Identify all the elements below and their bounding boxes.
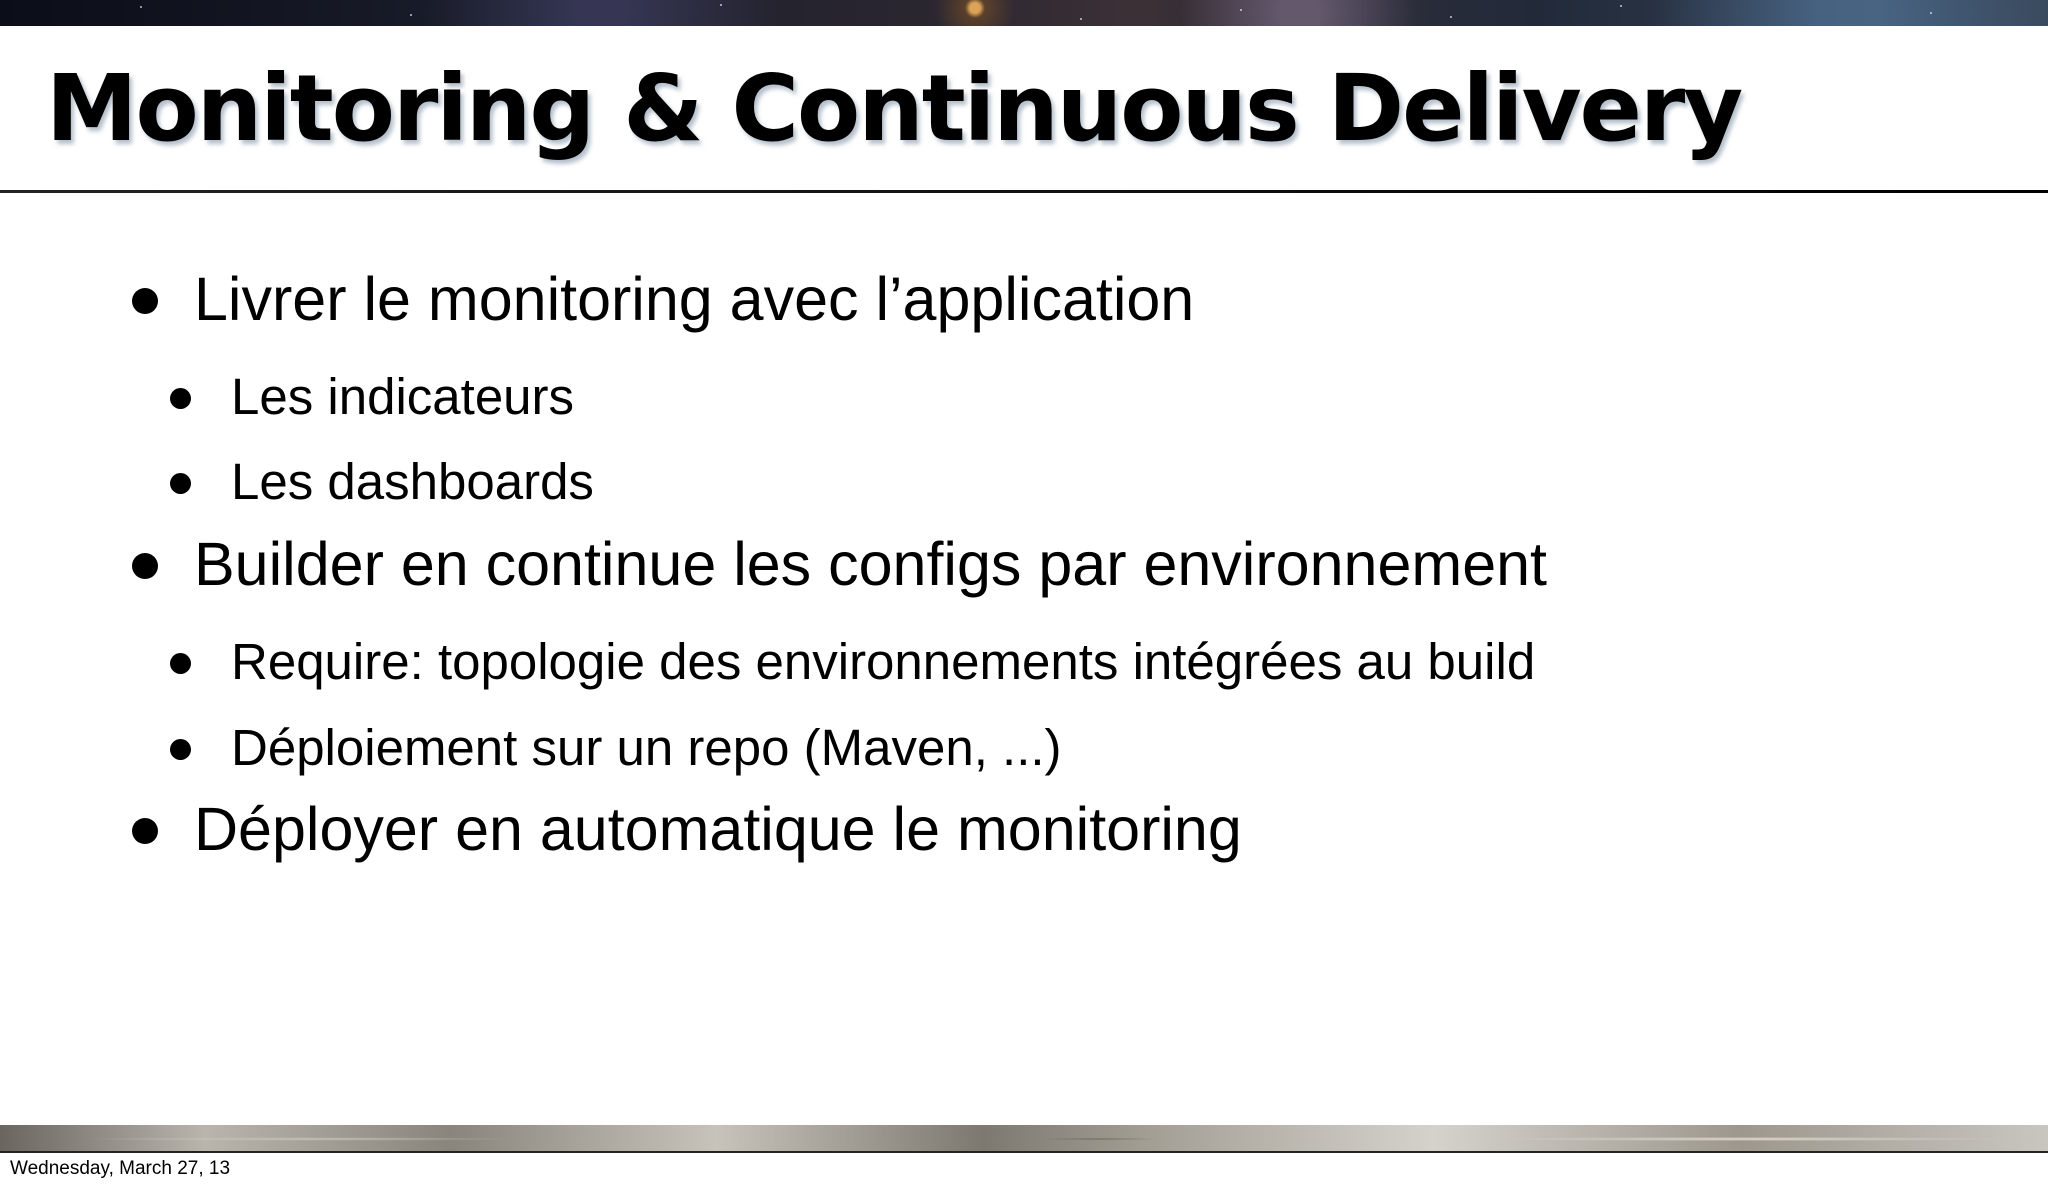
bullet-text: Livrer le monitoring avec l’application [194, 265, 1195, 333]
footer [0, 1153, 2048, 1184]
top-decorative-strip [0, 0, 2048, 26]
sub-bullet-item [231, 717, 1062, 779]
bullet-item [194, 792, 1242, 866]
bullet-dot-icon [170, 388, 191, 409]
bullet-dot-icon [132, 818, 158, 844]
slide-body [0, 193, 2048, 1125]
bullet-dot-icon [170, 473, 191, 494]
sub-bullet-text: Déploiement sur un repo (Maven, ...) [231, 719, 1062, 776]
bullet-text: Builder en continue les configs par environnement [194, 530, 1547, 598]
bottom-decorative-strip [0, 1125, 2048, 1152]
footer-date: Wednesday, March 27, 13 [10, 1158, 231, 1179]
bullet-dot-icon [132, 553, 158, 579]
sub-bullet-item [231, 451, 594, 513]
bullet-item [194, 262, 1194, 336]
bullet-item [194, 527, 1547, 601]
bullet-text: Déployer en automatique le monitoring [194, 795, 1242, 863]
sub-bullet-item [231, 631, 1535, 693]
slide-title: Monitoring & Continuous Delivery [46, 55, 1742, 162]
title-area [0, 26, 2048, 192]
sub-bullet-item [231, 366, 574, 428]
sub-bullet-text: Require: topologie des environnements intégrées au build [231, 633, 1536, 690]
bullet-dot-icon [132, 288, 158, 314]
bullet-dot-icon [170, 739, 191, 760]
sub-bullet-text: Les dashboards [231, 453, 594, 510]
bullet-dot-icon [170, 653, 191, 674]
sub-bullet-text: Les indicateurs [231, 368, 575, 425]
